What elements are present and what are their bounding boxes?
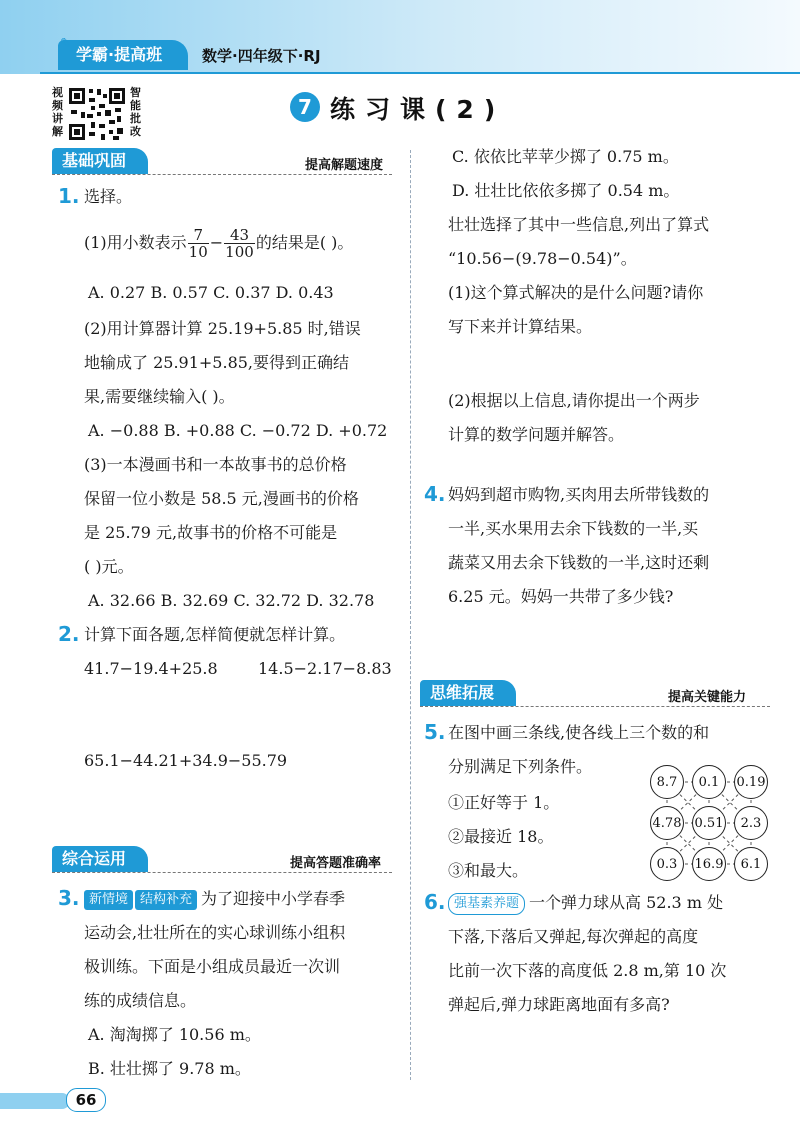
qr-left-label: 视频讲解 bbox=[52, 86, 63, 138]
brand-text: 学霸·提高班 bbox=[76, 45, 163, 64]
section-apply-subtitle: 提高答题准确率 bbox=[290, 856, 382, 871]
graduation-cap-icon: ✎ bbox=[60, 36, 72, 52]
q4-line3: 蔬菜又用去余下钱数的一半,这时还剩 bbox=[448, 553, 710, 572]
q3-line4: 练的成绩信息。 bbox=[84, 991, 197, 1010]
q3-reasoning-line2: “10.56−(9.78−0.54)”。 bbox=[448, 249, 637, 268]
page-title: 练习课(2) bbox=[330, 95, 506, 124]
header-rule bbox=[40, 72, 800, 74]
q1-part2-line3: 果,需要继续输入( )。 bbox=[84, 387, 235, 406]
grid-node[interactable]: 0.19 bbox=[734, 765, 768, 799]
section-extend-rule bbox=[420, 706, 770, 708]
subject-label: 数学·四年级下·RJ bbox=[202, 47, 321, 65]
grid-node[interactable]: 6.1 bbox=[734, 847, 768, 881]
q3-line1 bbox=[84, 882, 345, 916]
tag-new-context: 新情境 bbox=[84, 890, 133, 910]
q3-number: 3. bbox=[58, 886, 80, 910]
q3-line3: 极训练。下面是小组成员最近一次训 bbox=[84, 957, 341, 976]
section-basic-tab: 基础巩固 bbox=[52, 148, 148, 174]
q1-part3-line2: 保留一位小数是 58.5 元,漫画书的价格 bbox=[84, 489, 359, 508]
q6-line1-text: 一个弹力球从高 52.3 m 处 bbox=[529, 893, 724, 912]
grid-node[interactable]: 0.3 bbox=[650, 847, 684, 881]
q2-expr3: 65.1−44.21+34.9−55.79 bbox=[84, 751, 288, 770]
q3-sub2-line2: 计算的数学问题并解答。 bbox=[448, 425, 625, 444]
q6-number: 6. bbox=[424, 890, 446, 914]
fraction-denominator: 10 bbox=[188, 243, 208, 261]
number-grid-puzzle[interactable] bbox=[650, 765, 768, 881]
fraction-numerator: 7 bbox=[188, 227, 209, 244]
section-basic-subtitle: 提高解题速度 bbox=[305, 158, 384, 173]
q1-part3-line1: (3)一本漫画书和一本故事书的总价格 bbox=[84, 455, 347, 474]
q2-expr2: 14.5−2.17−8.83 bbox=[258, 659, 392, 678]
q3-reasoning-line1: 壮壮选择了其中一些信息,列出了算式 bbox=[448, 215, 710, 234]
q4-line1: 妈妈到超市购物,买肉用去所带钱数的 bbox=[448, 485, 710, 504]
column-divider bbox=[410, 150, 411, 1080]
grid-node[interactable]: 16.9 bbox=[692, 847, 726, 881]
q3-info-a: A. 淘淘掷了 10.56 m。 bbox=[88, 1025, 261, 1044]
q1-part3-line4: ( )元。 bbox=[84, 557, 134, 576]
lesson-number-badge: 7 bbox=[290, 92, 320, 122]
q3-sub2-line1: (2)根据以上信息,请你提出一个两步 bbox=[448, 391, 700, 410]
grid-node[interactable]: 8.7 bbox=[650, 765, 684, 799]
q3-line2: 运动会,壮壮所在的实心球训练小组积 bbox=[84, 923, 346, 942]
q1-title: 选择。 bbox=[84, 187, 133, 206]
fraction-7-10 bbox=[188, 227, 209, 260]
q2-expr1: 41.7−19.4+25.8 bbox=[84, 659, 218, 678]
footer-band bbox=[0, 1093, 70, 1109]
q4-line2: 一半,买水果用去余下钱数的一半,买 bbox=[448, 519, 699, 538]
q1-part1-suffix: 的结果是( )。 bbox=[255, 233, 354, 252]
q4-number: 4. bbox=[424, 482, 446, 506]
q4-line4: 6.25 元。妈妈一共带了多少钱? bbox=[448, 587, 674, 606]
grid-node[interactable]: 4.78 bbox=[650, 806, 684, 840]
section-apply-tab: 综合运用 bbox=[52, 846, 148, 872]
minus-sign: − bbox=[209, 233, 224, 252]
tag-core-literacy: 强基素养题 bbox=[448, 893, 525, 915]
q1-part3-line3: 是 25.79 元,故事书的价格不可能是 bbox=[84, 523, 338, 542]
q1-part2-options: A. −0.88 B. +0.88 C. −0.72 D. +0.72 bbox=[88, 421, 388, 440]
q5-number: 5. bbox=[424, 720, 446, 744]
q1-part1-prefix: (1)用小数表示 bbox=[84, 233, 187, 252]
q1-part3-options: A. 32.66 B. 32.69 C. 32.72 D. 32.78 bbox=[88, 591, 375, 610]
q3-info-c: C. 依依比苹苹少掷了 0.75 m。 bbox=[452, 147, 679, 166]
section-extend-tab: 思维拓展 bbox=[420, 680, 516, 706]
q1-number: 1. bbox=[58, 184, 80, 208]
q3-line1-text: 为了迎接中小学春季 bbox=[201, 889, 346, 908]
q5-line1: 在图中画三条线,使各线上三个数的和 bbox=[448, 723, 710, 742]
q6-line3: 比前一次下落的高度低 2.8 m,第 10 次 bbox=[448, 961, 727, 980]
q2-title: 计算下面各题,怎样简便就怎样计算。 bbox=[84, 625, 346, 644]
q1-part2-line1: (2)用计算器计算 25.19+5.85 时,错误 bbox=[84, 319, 361, 338]
section-extend-subtitle: 提高关键能力 bbox=[668, 690, 747, 705]
brand-tab bbox=[58, 40, 188, 70]
q6-line1 bbox=[448, 886, 723, 920]
section-basic-rule bbox=[52, 174, 392, 176]
section-apply-rule bbox=[52, 872, 392, 874]
fraction-denominator: 100 bbox=[225, 243, 254, 261]
q3-sub1-line2: 写下来并计算结果。 bbox=[448, 317, 593, 336]
q3-info-d: D. 壮壮比依依多掷了 0.54 m。 bbox=[452, 181, 680, 200]
grid-node[interactable]: 0.1 bbox=[692, 765, 726, 799]
q1-part1-options: A. 0.27 B. 0.57 C. 0.37 D. 0.43 bbox=[88, 283, 334, 302]
q5-condition3: ③和最大。 bbox=[448, 861, 529, 880]
grid-node[interactable]: 0.51 bbox=[692, 806, 726, 840]
q1-part2-line2: 地输成了 25.91+5.85,要得到正确结 bbox=[84, 353, 350, 372]
q5-condition1: ①正好等于 1。 bbox=[448, 793, 560, 812]
q1-part1 bbox=[84, 226, 353, 260]
qr-code-icon[interactable] bbox=[67, 86, 127, 142]
q3-sub1-line1: (1)这个算式解决的是什么问题?请你 bbox=[448, 283, 704, 302]
fraction-numerator: 43 bbox=[224, 227, 255, 244]
fraction-43-100 bbox=[224, 227, 255, 260]
q6-line2: 下落,下落后又弹起,每次弹起的高度 bbox=[448, 927, 699, 946]
q5-condition2: ②最接近 18。 bbox=[448, 827, 554, 846]
grid-node[interactable]: 2.3 bbox=[734, 806, 768, 840]
page-number: 66 bbox=[66, 1088, 106, 1112]
q5-line2: 分别满足下列条件。 bbox=[448, 757, 593, 776]
q6-line4: 弹起后,弹力球距离地面有多高? bbox=[448, 995, 670, 1014]
tag-structure-supplement: 结构补充 bbox=[135, 890, 197, 910]
q2-number: 2. bbox=[58, 622, 80, 646]
q3-info-b: B. 壮壮掷了 9.78 m。 bbox=[88, 1059, 251, 1078]
qr-right-label: 智能批改 bbox=[130, 86, 141, 138]
